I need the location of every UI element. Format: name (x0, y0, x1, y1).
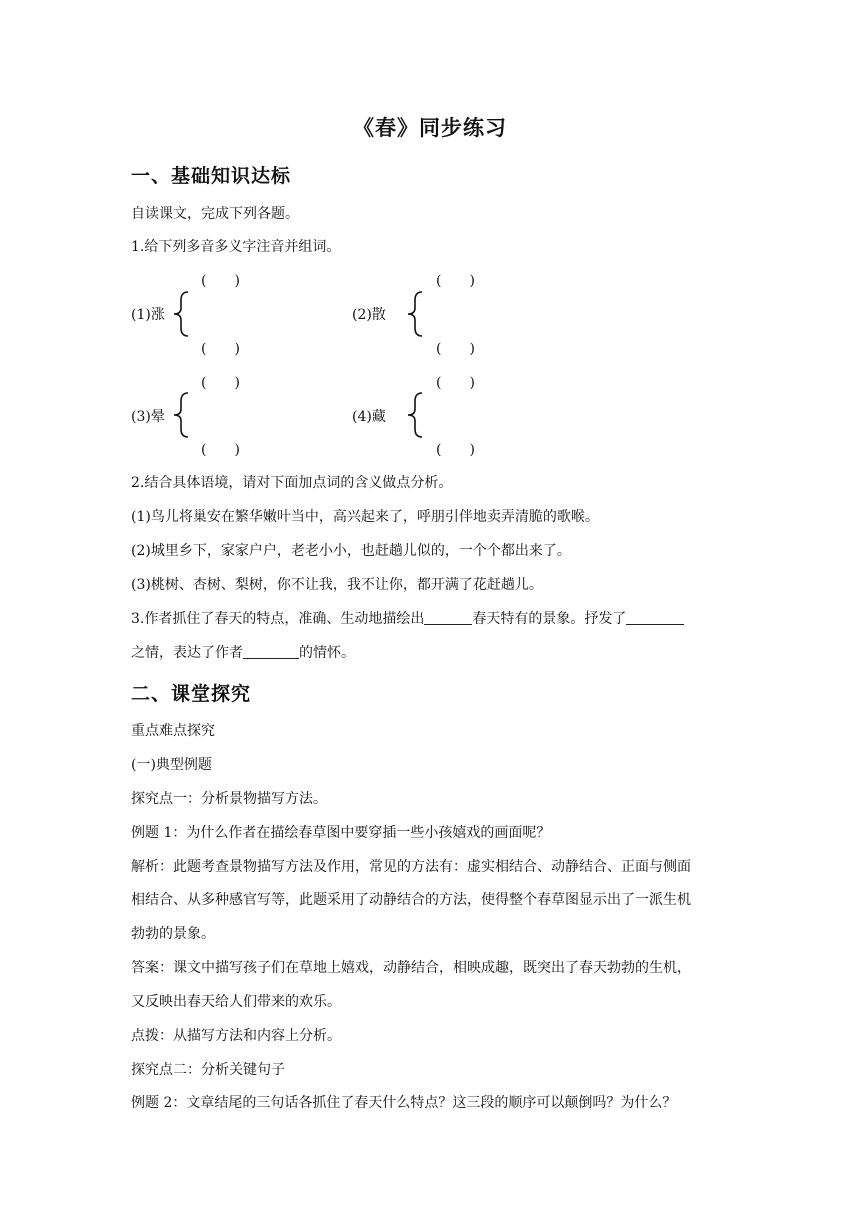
answer-blank-paren: ( ) (436, 442, 475, 458)
body-line: 重点难点探究 (131, 723, 215, 739)
body-line: 例题 2：文章结尾的三句话各抓住了春天什么特点？这三段的顺序可以颠倒吗？为什么？ (131, 1095, 677, 1111)
body-line: 解析：此题考查景物描写方法及作用，常见的方法有：虚实相结合、动静结合、正面与侧面 (131, 859, 691, 875)
item-4-label: (4)藏 (352, 409, 386, 425)
question-2-line: (3)桃树、杏树、梨树，你不让我，我不让你，都开满了花赶趟儿。 (131, 577, 543, 593)
answer-blank-paren: ( ) (201, 375, 240, 391)
body-line: 相结合、从多种感官写等，此题采用了动静结合的方法，使得整个春草图显示出了一派生机 (131, 892, 691, 908)
answer-blank-paren: ( ) (201, 442, 240, 458)
question-3-line-2 (131, 644, 355, 662)
question-3-line-1 (131, 610, 684, 628)
body-line: 答案：课文中描写孩子们在草地上嬉戏，动静结合，相映成趣，既突出了春天勃勃的生机， (131, 960, 691, 976)
question-3-text: 的情怀。 (299, 645, 355, 661)
intro-text: 自读课文，完成下列各题。 (131, 206, 299, 222)
answer-blank-paren: ( ) (436, 273, 475, 289)
section-heading-classroom: 二、课堂探究 (131, 683, 252, 705)
question-1-prompt: 1.给下列多音多义字注音并组词。 (131, 239, 341, 255)
page-title: 《春》同步练习 (353, 116, 507, 140)
curly-brace-icon (170, 290, 192, 338)
curly-brace-icon (404, 391, 426, 439)
body-line: 点拨：从描写方法和内容上分析。 (131, 1028, 341, 1044)
body-line: 勃勃的景象。 (131, 926, 215, 942)
section-heading-basics: 一、基础知识达标 (131, 165, 292, 187)
question-2-line: (1)鸟儿将巢安在繁华嫩叶当中，高兴起来了，呼朋引伴地卖弄清脆的歌喉。 (131, 509, 599, 525)
question-3-text: 3.作者抓住了春天的特点，准确、生动地描绘出 (131, 611, 425, 627)
curly-brace-icon (170, 391, 192, 439)
item-2-label: (2)散 (352, 307, 386, 323)
question-3-text: 春天特有的景象。抒发了 (472, 611, 627, 627)
body-line: 探究点一：分析景物描写方法。 (131, 791, 327, 807)
body-line: 例题 1：为什么作者在描绘春草图中要穿插一些小孩嬉戏的画面呢？ (131, 825, 551, 841)
question-3-text: 之情，表达了作者 (131, 645, 243, 661)
question-2-line: (2)城里乡下，家家户户，老老小小，也赶趟儿似的，一个个都出来了。 (131, 543, 571, 559)
question-2-prompt: 2.结合具体语境，请对下面加点词的含义做点分析。 (131, 475, 453, 491)
fill-blank (424, 610, 472, 625)
item-1-label: (1)涨 (131, 307, 165, 323)
answer-blank-paren: ( ) (201, 273, 240, 289)
body-line: 又反映出春天给人们带来的欢乐。 (131, 994, 341, 1010)
body-line: (一)典型例题 (131, 757, 212, 773)
curly-brace-icon (404, 290, 426, 338)
fill-blank (626, 610, 684, 625)
item-3-label: (3)晕 (131, 409, 165, 425)
body-line: 探究点二：分析关键句子 (131, 1062, 285, 1078)
answer-blank-paren: ( ) (201, 341, 240, 357)
answer-blank-paren: ( ) (436, 375, 475, 391)
answer-blank-paren: ( ) (436, 341, 475, 357)
fill-blank (243, 644, 299, 659)
